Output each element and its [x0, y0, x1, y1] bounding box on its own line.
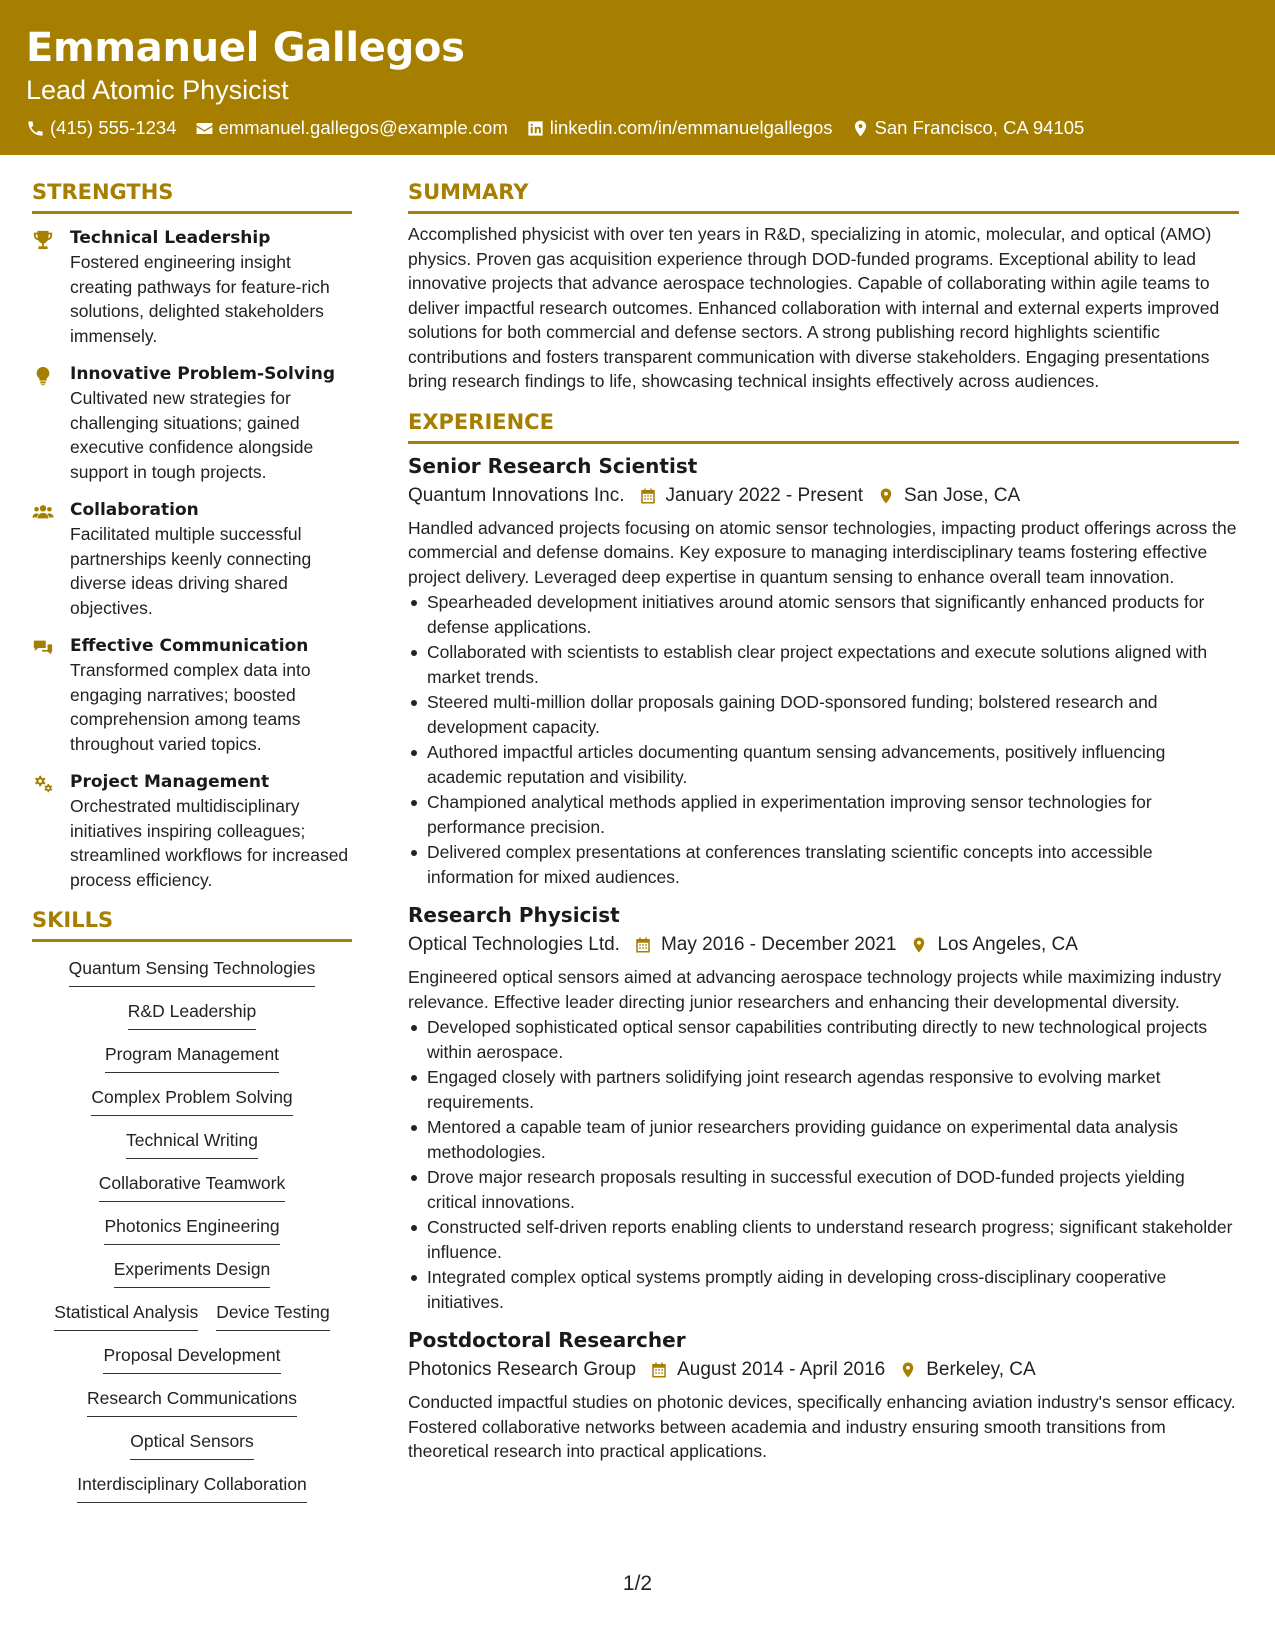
- job-meta: [408, 931, 1239, 959]
- strength-item: [32, 498, 352, 620]
- location-text: San Francisco, CA 94105: [874, 117, 1085, 138]
- job-location: Berkeley, CA: [926, 1359, 1036, 1380]
- linkedin-text: linkedin.com/in/emmanuelgallegos: [549, 117, 833, 138]
- list-item: Authored impactful articles documenting quantum sensing advancements, positively influencing academic reputation and visibility.: [408, 740, 1239, 789]
- job-dates: May 2016 - December 2021: [660, 934, 897, 955]
- skill-tag: Statistical Analysis: [54, 1296, 198, 1331]
- job-description: Engineered optical sensors aimed at advancing aerospace technology projects while maximizing industry relevance. Effective leader directing junior researchers and enhancing their developmental diversity.: [408, 967, 1222, 1012]
- email-text: emmanuel.gallegos@example.com: [218, 117, 508, 138]
- skill-tag: Research Communications: [87, 1382, 297, 1417]
- list-item: Delivered complex presentations at conferences translating scientific concepts into accessible information for mixed audiences.: [408, 840, 1239, 889]
- trophy-icon: [32, 229, 54, 251]
- job-title: Senior Research Scientist: [408, 453, 698, 478]
- chat-bubbles-icon: [32, 637, 54, 659]
- strength-desc: Orchestrated multidisciplinary initiatives inspiring colleagues; streamlined workflows for increased process efficiency.: [70, 796, 349, 890]
- contact-linkedin[interactable]: [526, 116, 833, 140]
- contact-email[interactable]: [195, 116, 508, 140]
- job-description: Conducted impactful studies on photonic devices, specifically enhancing aviation industry's sensor efficacy. Fostered collaborative networks between academia and industry ensuring smooth transitions from theoretical research into practical applications.: [408, 1392, 1236, 1461]
- job-bullets: [408, 590, 1239, 889]
- list-item: Steered multi-million dollar proposals gaining DOD-sponsored funding; bolstered research and development capacity.: [408, 690, 1239, 739]
- list-item: Drove major research proposals resulting in successful execution of DOD-funded projects yielding critical innovations.: [408, 1165, 1239, 1214]
- list-item: Championed analytical methods applied in experimentation improving sensor technologies for performance precision.: [408, 790, 1239, 839]
- strength-item: [32, 770, 352, 892]
- job-title: Postdoctoral Researcher: [408, 1328, 686, 1352]
- list-item: Mentored a capable team of junior researchers providing guidance on experimental data analysis methodologies.: [408, 1115, 1239, 1164]
- skills-list: [32, 952, 352, 1503]
- skill-tag: Device Testing: [216, 1296, 330, 1331]
- phone-icon: [26, 119, 45, 138]
- skill-tag: Program Management: [105, 1038, 279, 1073]
- job-dates: August 2014 - April 2016: [677, 1359, 886, 1380]
- skill-tag: Interdisciplinary Collaboration: [77, 1468, 307, 1503]
- location-pin-icon: [910, 936, 928, 954]
- strength-title: Innovative Problem-Solving: [70, 364, 335, 384]
- list-item: Constructed self-driven reports enabling clients to understand research progress; significant stakeholder influence.: [408, 1215, 1239, 1264]
- job-dates: January 2022 - Present: [665, 484, 864, 506]
- strength-title: Technical Leadership: [70, 228, 271, 248]
- phone-text: (415) 555-1234: [50, 117, 177, 138]
- page-number: 1/2: [622, 1572, 653, 1595]
- skill-tag: Technical Writing: [126, 1124, 258, 1159]
- calendar-icon: [634, 936, 652, 954]
- skill-tag: Proposal Development: [103, 1339, 280, 1374]
- calendar-icon: [639, 487, 657, 505]
- strength-title: Effective Communication: [70, 636, 309, 656]
- skill-tag: R&D Leadership: [128, 995, 256, 1030]
- list-item: Engaged closely with partners solidifying joint research agendas responsive to evolving market requirements.: [408, 1065, 1239, 1114]
- skill-tag: Optical Sensors: [130, 1425, 254, 1460]
- contact-phone[interactable]: [26, 116, 177, 140]
- job-company: Photonics Research Group: [408, 1359, 637, 1380]
- job-company: Quantum Innovations Inc.: [408, 484, 625, 506]
- strength-title: Collaboration: [70, 500, 199, 520]
- list-item: Collaborated with scientists to establish clear project expectations and execute solutions aligned with market trends.: [408, 640, 1239, 689]
- strength-desc: Fostered engineering insight creating pathways for feature-rich solutions, delighted stakeholders immensely.: [70, 252, 330, 346]
- candidate-role: Lead Atomic Physicist: [26, 75, 289, 105]
- users-icon: [32, 501, 54, 523]
- linkedin-icon: [526, 119, 545, 138]
- job-entry: [408, 1326, 1239, 1464]
- location-pin-icon: [851, 119, 870, 138]
- job-entry: [408, 901, 1239, 1314]
- job-description: Handled advanced projects focusing on atomic sensor technologies, impacting product offerings across the commercial and defense domains. Key exposure to managing interdisciplinary teams fostering effective project delivery. Leveraged deep expertise in quantum sensing to enhance overall team innovation.: [408, 517, 1237, 587]
- strength-desc: Cultivated new strategies for challenging situations; gained executive confidence alongside support in tough projects.: [70, 388, 314, 482]
- job-meta: [408, 1356, 1239, 1384]
- list-item: Integrated complex optical systems promptly aiding in developing cross-disciplinary cooperative initiatives.: [408, 1265, 1239, 1314]
- summary-text: Accomplished physicist with over ten years in R&D, specializing in atomic, molecular, and optical (AMO) physics. Proven gas acquisition experience through DOD-funded programs. Exceptional ability to lead innovative projects that advance aerospace technologies. Capable of collaborating within agile teams to deliver impactful research outcomes. Enhanced collaboration with internal and external experts improved solutions for both commercial and defense sectors. A strong publishing record highlights scientific contributions and fosters transparent communication with diverse stakeholders. Engaging presentations bring research findings to life, showcasing technical insights effectively across audiences.: [408, 224, 1220, 391]
- location-pin-icon: [877, 487, 895, 505]
- job-title: Research Physicist: [408, 903, 620, 927]
- strength-title: Project Management: [70, 772, 270, 792]
- list-item: Spearheaded development initiatives around atomic sensors that significantly enhanced products for defense applications.: [408, 590, 1239, 639]
- experience-heading: EXPERIENCE: [408, 408, 1239, 444]
- strengths-heading: STRENGTHS: [32, 178, 352, 214]
- skill-tag: Photonics Engineering: [104, 1210, 279, 1245]
- strength-item: [32, 634, 352, 756]
- job-location: San Jose, CA: [904, 484, 1021, 506]
- envelope-icon: [195, 119, 214, 138]
- strength-item: [32, 226, 352, 348]
- strengths-list: [32, 226, 352, 892]
- skill-tag: Quantum Sensing Technologies: [69, 952, 316, 987]
- job-bullets: [408, 1015, 1239, 1314]
- resume-header: [0, 0, 1275, 155]
- right-column: [408, 178, 1239, 1464]
- skills-heading: SKILLS: [32, 906, 352, 942]
- strength-desc: Facilitated multiple successful partnerships keenly connecting diverse ideas driving shared objectives.: [70, 524, 312, 618]
- skill-tag: Experiments Design: [114, 1253, 271, 1288]
- strength-desc: Transformed complex data into engaging narratives; boosted comprehension among teams throughout varied topics.: [70, 660, 311, 754]
- job-meta: [408, 482, 1239, 510]
- gears-icon: [32, 773, 54, 795]
- skill-tag: Complex Problem Solving: [91, 1081, 292, 1116]
- job-company: Optical Technologies Ltd.: [408, 934, 620, 955]
- strength-item: [32, 362, 352, 484]
- calendar-icon: [650, 1361, 668, 1379]
- left-column: [32, 178, 352, 1503]
- summary-heading: SUMMARY: [408, 178, 1239, 214]
- skill-tag: Collaborative Teamwork: [99, 1167, 285, 1202]
- list-item: Developed sophisticated optical sensor capabilities contributing directly to new technological projects within aerospace.: [408, 1015, 1239, 1064]
- contact-location: [851, 116, 1085, 140]
- candidate-name: Emmanuel Gallegos: [26, 25, 465, 71]
- location-pin-icon: [899, 1361, 917, 1379]
- contact-bar: [26, 116, 1249, 140]
- job-entry: [408, 452, 1239, 890]
- lightbulb-icon: [32, 365, 54, 387]
- job-location: Los Angeles, CA: [937, 934, 1078, 955]
